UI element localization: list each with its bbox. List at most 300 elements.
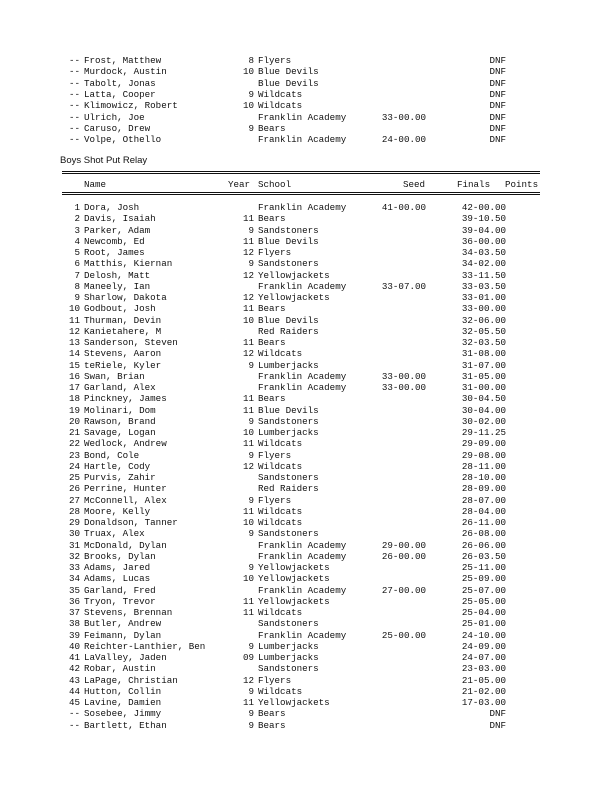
cell-name: Caruso, Drew — [84, 123, 151, 135]
cell-school: Lumberjacks — [258, 427, 319, 438]
result-row — [0, 360, 612, 371]
cell-name: Pinckney, James — [84, 393, 167, 405]
cell-school: Red Raiders — [258, 483, 319, 495]
cell-place: 11 — [68, 314, 80, 326]
cell-finals: 29-08.00 — [461, 449, 506, 461]
cell-finals: 30-04.50 — [461, 393, 506, 405]
cell-finals: DNF — [489, 111, 506, 123]
cell-finals: DNF — [489, 134, 506, 146]
cell-name: Frost, Matthew — [84, 55, 162, 66]
cell-year: 9 — [248, 528, 254, 540]
cell-year: 9 — [248, 258, 254, 270]
cell-finals: 29-11.25 — [461, 427, 506, 438]
cell-place: 44 — [68, 685, 80, 697]
cell-school: Franklin Academy — [258, 280, 347, 292]
cell-school: Yellowjackets — [258, 697, 330, 708]
result-row — [0, 697, 612, 708]
cell-place: -- — [68, 77, 80, 89]
header-points: Points — [505, 179, 539, 190]
result-row — [0, 461, 612, 472]
cell-school: Wildcats — [258, 685, 303, 697]
header-school: School — [258, 179, 292, 190]
cell-finals: 25-05.00 — [461, 595, 506, 607]
cell-school: Bears — [258, 213, 286, 225]
cell-school: Sandstoners — [258, 472, 319, 483]
cell-finals: DNF — [489, 77, 506, 89]
cell-year: 12 — [242, 269, 254, 281]
cell-school: Wildcats — [258, 100, 303, 112]
cell-school: Yellowjackets — [258, 573, 330, 585]
result-row — [0, 112, 612, 123]
cell-finals: 24-07.00 — [461, 652, 506, 663]
cell-school: Flyers — [258, 247, 292, 258]
result-row — [0, 303, 612, 314]
result-row — [0, 55, 612, 66]
cell-name: Donaldson, Tanner — [84, 517, 178, 528]
result-row — [0, 472, 612, 483]
cell-place: -- — [68, 66, 80, 78]
cell-year: 9 — [248, 719, 254, 731]
cell-name: Volpe, Othello — [84, 134, 162, 146]
cell-school: Wildcats — [258, 438, 303, 450]
cell-name: LaValley, Jaden — [84, 652, 167, 663]
cell-school: Sandstoners — [258, 258, 319, 270]
cell-name: Perrine, Hunter — [84, 483, 167, 495]
cell-school: Yellowjackets — [258, 562, 330, 573]
cell-school: Flyers — [258, 674, 292, 686]
cell-finals: 24-10.00 — [461, 629, 506, 641]
result-row — [0, 686, 612, 697]
cell-finals: 28-10.00 — [461, 472, 506, 483]
cell-finals: 39-04.00 — [461, 224, 506, 236]
cell-finals: 32-06.00 — [461, 314, 506, 326]
cell-place: 24 — [68, 460, 80, 472]
cell-finals: 34-02.00 — [461, 258, 506, 270]
cell-place: 37 — [68, 607, 80, 618]
cell-place: 9 — [74, 292, 80, 303]
cell-seed: 25-00.00 — [381, 629, 426, 641]
cell-finals: DNF — [489, 66, 506, 78]
cell-finals: 39-10.50 — [461, 213, 506, 225]
cell-year: 12 — [242, 247, 254, 258]
cell-place: 23 — [68, 449, 80, 461]
cell-finals: 28-04.00 — [461, 505, 506, 517]
cell-school: Bears — [258, 393, 286, 405]
cell-finals: 36-00.00 — [461, 235, 506, 247]
cell-name: Godbout, Josh — [84, 303, 156, 315]
cell-name: Truax, Alex — [84, 528, 145, 540]
cell-finals: 25-01.00 — [461, 618, 506, 630]
header-top-rule — [62, 171, 540, 174]
cell-year: 09 — [242, 652, 254, 663]
cell-year: 9 — [248, 224, 254, 236]
cell-name: Garland, Fred — [84, 584, 156, 596]
cell-finals: 23-03.00 — [461, 663, 506, 675]
cell-year: 10 — [242, 66, 254, 78]
cell-place: 29 — [68, 517, 80, 528]
cell-name: Stevens, Brennan — [84, 607, 173, 618]
cell-finals: 30-02.00 — [461, 415, 506, 427]
result-row — [0, 202, 612, 213]
result-row — [0, 720, 612, 731]
result-row — [0, 551, 612, 562]
cell-year: 12 — [242, 292, 254, 303]
result-row — [0, 573, 612, 584]
cell-name: Klimowicz, Robert — [84, 100, 178, 112]
result-row — [0, 540, 612, 551]
cell-place: 12 — [68, 325, 80, 337]
cell-year: 9 — [248, 359, 254, 371]
cell-school: Sandstoners — [258, 528, 319, 540]
cell-name: Delosh, Matt — [84, 269, 151, 281]
cell-place: 30 — [68, 528, 80, 540]
cell-name: Thurman, Devin — [84, 314, 162, 326]
cell-name: Adams, Jared — [84, 562, 151, 573]
cell-name: teRiele, Kyler — [84, 359, 162, 371]
cell-place: 43 — [68, 674, 80, 686]
cell-name: Kanietahere, M — [84, 325, 162, 337]
cell-place: 22 — [68, 438, 80, 450]
result-row — [0, 213, 612, 224]
cell-finals: 32-05.50 — [461, 325, 506, 337]
result-row — [0, 675, 612, 686]
cell-place: -- — [68, 123, 80, 135]
cell-school: Bears — [258, 719, 286, 731]
event-title: Boys Shot Put Relay — [60, 155, 148, 166]
result-row — [0, 281, 612, 292]
cell-year: 10 — [242, 427, 254, 438]
result-row — [0, 506, 612, 517]
cell-school: Yellowjackets — [258, 595, 330, 607]
cell-school: Franklin Academy — [258, 202, 347, 213]
cell-school: Blue Devils — [258, 235, 319, 247]
result-row — [0, 393, 612, 404]
cell-seed: 27-00.00 — [381, 584, 426, 596]
cell-place: 3 — [74, 224, 80, 236]
cell-name: Sanderson, Steven — [84, 337, 178, 348]
cell-school: Flyers — [258, 449, 292, 461]
cell-finals: DNF — [489, 708, 506, 720]
cell-finals: 33-00.00 — [461, 303, 506, 315]
cell-school: Wildcats — [258, 89, 303, 101]
cell-finals: 29-09.00 — [461, 438, 506, 450]
cell-school: Blue Devils — [258, 66, 319, 78]
cell-finals: 26-11.00 — [461, 517, 506, 528]
result-row — [0, 528, 612, 539]
cell-name: McConnell, Alex — [84, 494, 167, 506]
cell-school: Franklin Academy — [258, 134, 347, 146]
cell-place: -- — [68, 719, 80, 731]
cell-school: Franklin Academy — [258, 382, 347, 393]
cell-name: Moore, Kelly — [84, 505, 151, 517]
cell-name: Purvis, Zahir — [84, 472, 156, 483]
cell-school: Blue Devils — [258, 314, 319, 326]
cell-year: 9 — [248, 494, 254, 506]
cell-name: Root, James — [84, 247, 145, 258]
cell-name: Matthis, Kiernan — [84, 258, 173, 270]
cell-school: Franklin Academy — [258, 584, 347, 596]
cell-year: 11 — [242, 235, 254, 247]
cell-school: Sandstoners — [258, 618, 319, 630]
result-row — [0, 225, 612, 236]
result-row — [0, 596, 612, 607]
cell-school: Red Raiders — [258, 325, 319, 337]
cell-year: 12 — [242, 348, 254, 360]
header-bottom-rule — [62, 192, 540, 195]
cell-place: 40 — [68, 640, 80, 652]
cell-name: Reichter-Lanthier, Ben — [84, 640, 206, 652]
cell-name: Bond, Cole — [84, 449, 140, 461]
cell-place: -- — [68, 55, 80, 66]
cell-name: Stevens, Aaron — [84, 348, 162, 360]
cell-finals: 26-08.00 — [461, 528, 506, 540]
cell-school: Blue Devils — [258, 77, 319, 89]
cell-seed: 33-07.00 — [381, 280, 426, 292]
cell-finals: 25-07.00 — [461, 584, 506, 596]
cell-year: 11 — [242, 393, 254, 405]
cell-place: 33 — [68, 562, 80, 573]
cell-year: 9 — [248, 123, 254, 135]
cell-finals: 32-03.50 — [461, 337, 506, 348]
cell-finals: 26-03.50 — [461, 550, 506, 562]
cell-place: 42 — [68, 663, 80, 675]
cell-place: 19 — [68, 404, 80, 416]
cell-year: 11 — [242, 697, 254, 708]
cell-school: Franklin Academy — [258, 111, 347, 123]
cell-place: -- — [68, 89, 80, 101]
result-row — [0, 585, 612, 596]
cell-finals: 28-07.00 — [461, 494, 506, 506]
cell-seed: 26-00.00 — [381, 550, 426, 562]
cell-finals: DNF — [489, 100, 506, 112]
result-row — [0, 630, 612, 641]
cell-year: 9 — [248, 685, 254, 697]
cell-name: Ulrich, Joe — [84, 111, 145, 123]
cell-finals: 33-01.00 — [461, 292, 506, 303]
header-seed: Seed — [403, 179, 426, 190]
result-row — [0, 371, 612, 382]
cell-place: 38 — [68, 618, 80, 630]
cell-seed: 41-00.00 — [381, 202, 426, 213]
cell-finals: 25-09.00 — [461, 573, 506, 585]
cell-place: 26 — [68, 483, 80, 495]
cell-place: -- — [68, 111, 80, 123]
result-row — [0, 247, 612, 258]
cell-year: 10 — [242, 314, 254, 326]
cell-finals: DNF — [489, 123, 506, 135]
cell-finals: 30-04.00 — [461, 404, 506, 416]
cell-year: 8 — [248, 55, 254, 66]
result-row — [0, 607, 612, 618]
cell-school: Wildcats — [258, 348, 303, 360]
cell-place: 2 — [74, 213, 80, 225]
cell-finals: 17-03.00 — [461, 697, 506, 708]
cell-finals: 21-05.00 — [461, 674, 506, 686]
cell-school: Sandstoners — [258, 224, 319, 236]
result-row — [0, 652, 612, 663]
cell-finals: 31-08.00 — [461, 348, 506, 360]
cell-year: 11 — [242, 438, 254, 450]
result-row — [0, 427, 612, 438]
cell-place: -- — [68, 134, 80, 146]
cell-place: 17 — [68, 382, 80, 393]
cell-name: Butler, Andrew — [84, 618, 162, 630]
result-row — [0, 123, 612, 134]
column-header-row — [0, 179, 612, 190]
cell-year: 12 — [242, 674, 254, 686]
cell-finals: 28-09.00 — [461, 483, 506, 495]
result-row — [0, 258, 612, 269]
result-row — [0, 326, 612, 337]
cell-finals: 33-11.50 — [461, 269, 506, 281]
cell-name: Brooks, Dylan — [84, 550, 156, 562]
cell-name: Dora, Josh — [84, 202, 140, 213]
cell-year: 11 — [242, 337, 254, 348]
cell-place: 41 — [68, 652, 80, 663]
cell-name: McDonald, Dylan — [84, 539, 167, 551]
cell-name: Feimann, Dylan — [84, 629, 162, 641]
cell-place: 32 — [68, 550, 80, 562]
cell-place: 1 — [74, 202, 80, 213]
cell-finals: 24-09.00 — [461, 640, 506, 652]
cell-name: Savage, Logan — [84, 427, 156, 438]
result-row — [0, 450, 612, 461]
cell-school: Yellowjackets — [258, 269, 330, 281]
cell-finals: 25-11.00 — [461, 562, 506, 573]
cell-school: Blue Devils — [258, 404, 319, 416]
cell-place: 5 — [74, 247, 80, 258]
cell-finals: 21-02.00 — [461, 685, 506, 697]
cell-place: 27 — [68, 494, 80, 506]
result-row — [0, 641, 612, 652]
cell-place: 35 — [68, 584, 80, 596]
cell-name: Hartle, Cody — [84, 460, 151, 472]
cell-name: Tryon, Trevor — [84, 595, 156, 607]
cell-school: Franklin Academy — [258, 539, 347, 551]
cell-school: Bears — [258, 337, 286, 348]
cell-school: Franklin Academy — [258, 629, 347, 641]
cell-finals: 42-00.00 — [461, 202, 506, 213]
cell-name: Newcomb, Ed — [84, 235, 145, 247]
result-row — [0, 315, 612, 326]
cell-finals: 33-03.50 — [461, 280, 506, 292]
cell-finals: 31-00.00 — [461, 382, 506, 393]
cell-seed: 29-00.00 — [381, 539, 426, 551]
cell-year: 11 — [242, 303, 254, 315]
cell-school: Lumberjacks — [258, 359, 319, 371]
cell-place: 36 — [68, 595, 80, 607]
cell-place: 13 — [68, 337, 80, 348]
cell-year: 10 — [242, 517, 254, 528]
cell-seed: 24-00.00 — [381, 134, 426, 146]
cell-finals: 31-05.00 — [461, 370, 506, 382]
result-row — [0, 270, 612, 281]
cell-place: 6 — [74, 258, 80, 270]
cell-name: LaPage, Christian — [84, 674, 178, 686]
cell-place: 15 — [68, 359, 80, 371]
cell-finals: DNF — [489, 55, 506, 66]
cell-seed: 33-00.00 — [381, 370, 426, 382]
cell-place: 45 — [68, 697, 80, 708]
cell-place: 7 — [74, 269, 80, 281]
cell-year: 9 — [248, 640, 254, 652]
cell-place: -- — [68, 708, 80, 720]
header-year: Year — [228, 179, 251, 190]
cell-school: Yellowjackets — [258, 292, 330, 303]
cell-name: Hutton, Collin — [84, 685, 162, 697]
cell-name: Latta, Cooper — [84, 89, 156, 101]
cell-school: Franklin Academy — [258, 550, 347, 562]
cell-year: 10 — [242, 573, 254, 585]
cell-place: 10 — [68, 303, 80, 315]
cell-name: Parker, Adam — [84, 224, 151, 236]
cell-year: 10 — [242, 100, 254, 112]
cell-name: Sosebee, Jimmy — [84, 708, 162, 720]
cell-school: Flyers — [258, 494, 292, 506]
cell-name: Murdock, Austin — [84, 66, 167, 78]
cell-finals: 31-07.00 — [461, 359, 506, 371]
cell-name: Swan, Brian — [84, 370, 145, 382]
cell-finals: 26-06.00 — [461, 539, 506, 551]
cell-year: 12 — [242, 460, 254, 472]
result-row — [0, 337, 612, 348]
cell-year: 11 — [242, 607, 254, 618]
cell-place: 31 — [68, 539, 80, 551]
cell-name: Wedlock, Andrew — [84, 438, 167, 450]
result-row — [0, 134, 612, 145]
cell-place: 34 — [68, 573, 80, 585]
cell-name: Lavine, Damien — [84, 697, 162, 708]
cell-place: 20 — [68, 415, 80, 427]
cell-school: Franklin Academy — [258, 370, 347, 382]
cell-year: 11 — [242, 595, 254, 607]
cell-name: Bartlett, Ethan — [84, 719, 167, 731]
cell-year: 9 — [248, 415, 254, 427]
cell-finals: DNF — [489, 719, 506, 731]
cell-school: Wildcats — [258, 505, 303, 517]
cell-school: Wildcats — [258, 517, 303, 528]
cell-year: 9 — [248, 562, 254, 573]
cell-place: 16 — [68, 370, 80, 382]
result-row — [0, 382, 612, 393]
result-row — [0, 562, 612, 573]
result-row — [0, 618, 612, 629]
cell-name: Davis, Isaiah — [84, 213, 156, 225]
result-row — [0, 708, 612, 719]
cell-year: 11 — [242, 213, 254, 225]
result-row — [0, 100, 612, 111]
cell-seed: 33-00.00 — [381, 382, 426, 393]
cell-school: Sandstoners — [258, 415, 319, 427]
cell-finals: 34-03.50 — [461, 247, 506, 258]
header-finals: Finals — [457, 179, 491, 190]
cell-place: -- — [68, 100, 80, 112]
cell-school: Wildcats — [258, 607, 303, 618]
cell-school: Bears — [258, 708, 286, 720]
cell-school: Wildcats — [258, 460, 303, 472]
cell-school: Lumberjacks — [258, 640, 319, 652]
cell-place: 4 — [74, 235, 80, 247]
cell-name: Maneely, Ian — [84, 280, 151, 292]
cell-place: 18 — [68, 393, 80, 405]
cell-name: Garland, Alex — [84, 382, 156, 393]
result-row — [0, 78, 612, 89]
result-row — [0, 292, 612, 303]
result-row — [0, 483, 612, 494]
cell-name: Molinari, Dom — [84, 404, 156, 416]
cell-finals: DNF — [489, 89, 506, 101]
cell-place: 8 — [74, 280, 80, 292]
